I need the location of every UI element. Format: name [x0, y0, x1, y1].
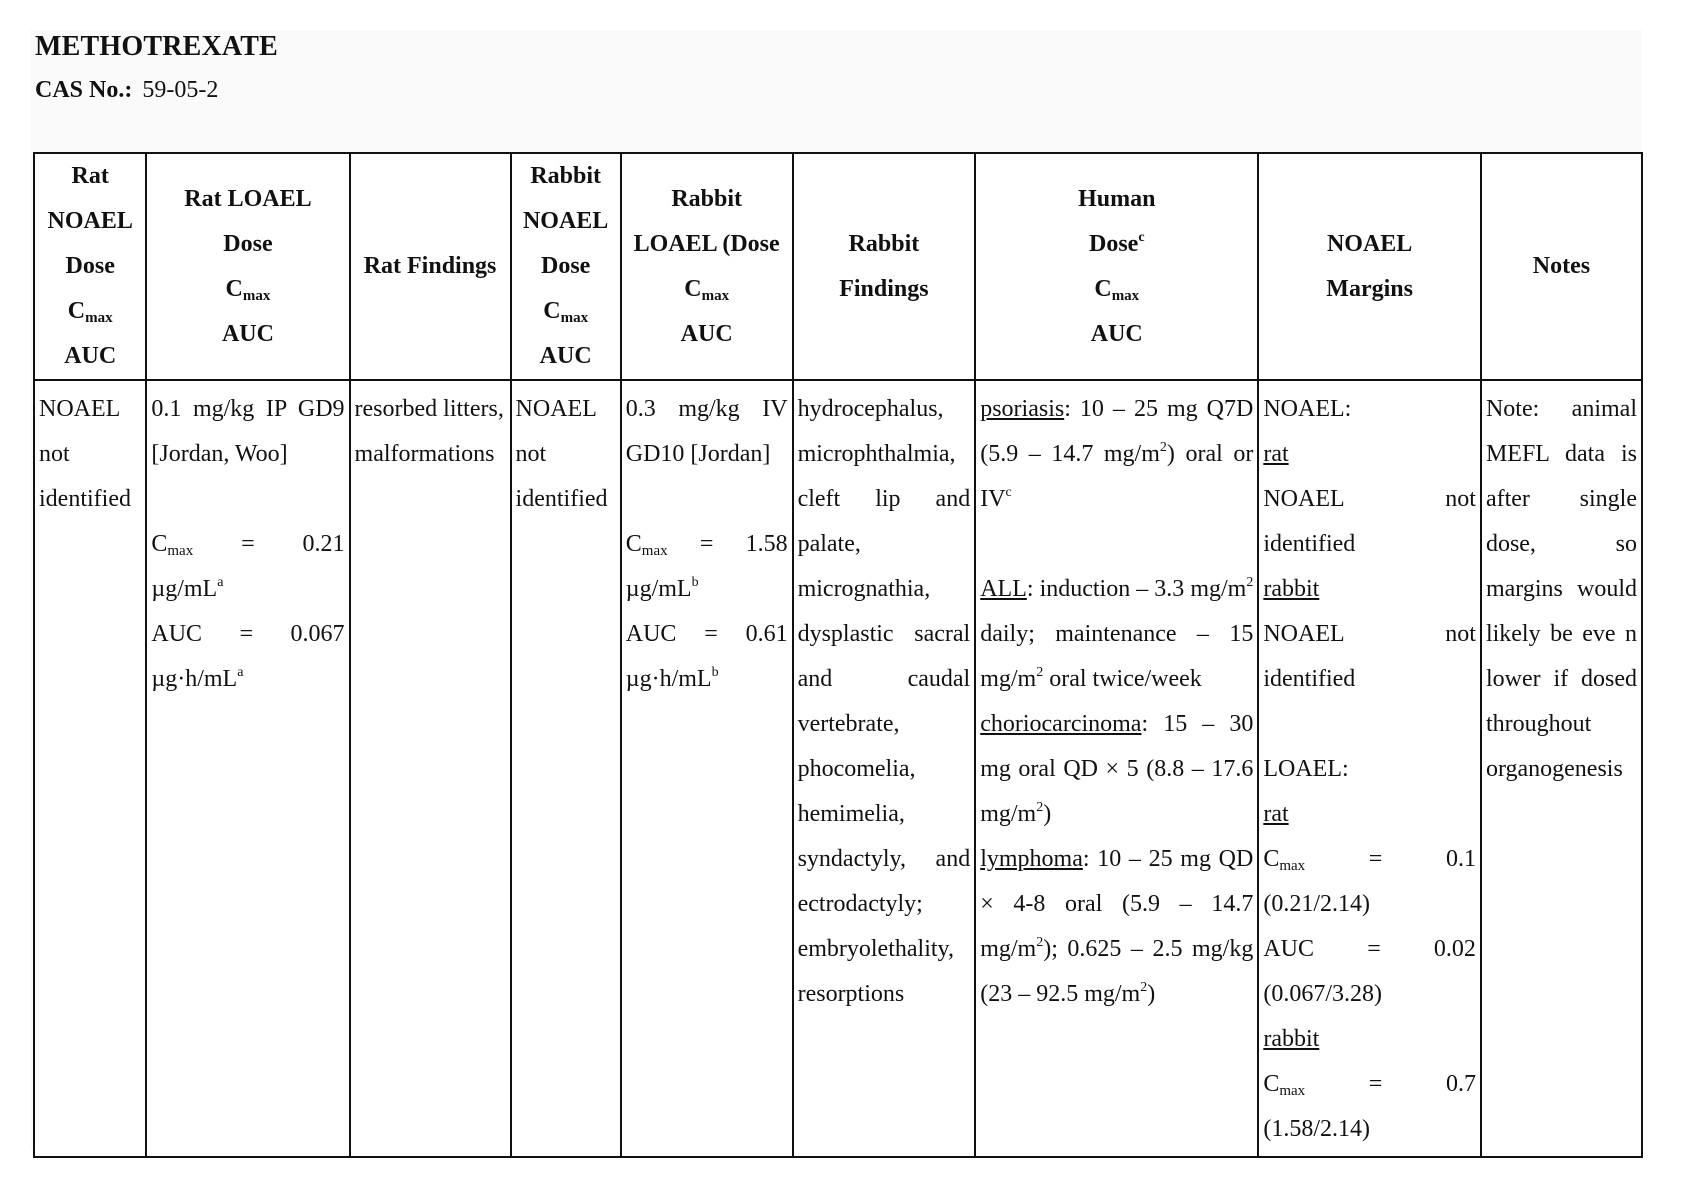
header-notes: Notes [1481, 153, 1642, 380]
header-noael-margins: NOAEL Margins [1258, 153, 1481, 380]
header-rabbit-loael: Rabbit LOAEL (Dose $C_{max}$ AUC [621, 153, 793, 380]
header-rat-loael: Rat LOAEL Dose $C_{max}$ AUC [146, 153, 349, 380]
cell-notes: Note: animal MEFL data is after single dose, so margins would likely be eve n lower if dosed throughout organogenesis [1481, 380, 1642, 1157]
human-lymphoma: lymphoma: 10 – 25 mg QD × 4-8 oral (5.9 – 14.7 $mg/m^2$); 0.625 – 2.5 mg/kg (23 – 92.5 $mg/m^2$) [980, 846, 1254, 1007]
document-page [30, 30, 1642, 1150]
human-all: ALL: induction – 3.3 $mg/m^2$ daily; maintenance – 15 $mg/m^2$ oral twice/week [980, 575, 1254, 692]
cell-rat-findings: resorbed litters, malformations [350, 380, 511, 1157]
human-choriocarcinoma: choriocarcinoma: 15 – 30 mg oral QD × 5 (8.8 – 17.6 $mg/m^2$) [980, 711, 1254, 827]
header-rabbit-findings: Rabbit Findings [793, 153, 976, 380]
cas-label: CAS No.: [35, 77, 133, 103]
cas-number: 59-05-2 [142, 77, 219, 103]
header-rat-noael: Rat NOAEL Dose $C_{max}$ AUC [34, 153, 146, 380]
data-table [33, 152, 1643, 1158]
cell-rabbit-noael: NOAEL not identified [511, 380, 621, 1157]
cell-rat-noael: NOAEL not identified [34, 380, 146, 1157]
header-human-dose: Human Dose$^c$ $C_{max}$ AUC [975, 153, 1258, 380]
human-psoriasis: psoriasis: 10 – 25 mg Q7D (5.9 – 14.7 $mg/m^2$) oral or $IV^c$ [980, 396, 1254, 512]
document-title: METHOTREXATE [35, 31, 279, 62]
header-row [34, 153, 1642, 380]
table-row [34, 380, 1642, 1157]
header-rat-findings: Rat Findings [350, 153, 511, 380]
header-rabbit-noael: Rabbit NOAEL Dose $C_{max}$ AUC [511, 153, 621, 380]
cell-rabbit-loael: 0.3 mg/kg IV GD10 [Jordan] $C_{max}$ = 1.58 $\mu g/mL^b$ AUC = 0.61 $\mu g\cdot h/mL^b$ [621, 380, 793, 1157]
cas-number-line [35, 77, 218, 104]
cell-rat-loael: 0.1 mg/kg IP GD9 [Jordan, Woo] $C_{max}$ = 0.21 $\mu g/mL^a$ AUC = 0.067 $\mu g\cdot h/mL^a$ [146, 380, 349, 1157]
cell-human-dose [975, 380, 1258, 1157]
cell-noael-margins: NOAEL: rat NOAEL not identified rabbit NOAEL not identified LOAEL: rat $C_{max}$ = 0.1 (0.21/2.14) AUC = 0.02 (0.067/3.28) rabbit $C_{max}$ = 0.7 (1.58/2.14) [1258, 380, 1481, 1157]
cell-rabbit-findings: hydrocephalus, microphthalmia, cleft lip and palate, micrognathia, dysplastic sacral and caudal vertebrate, phocomelia, hemimelia, syndactyly, and ectrodactyly; embryolethality, resorptions [793, 380, 976, 1157]
